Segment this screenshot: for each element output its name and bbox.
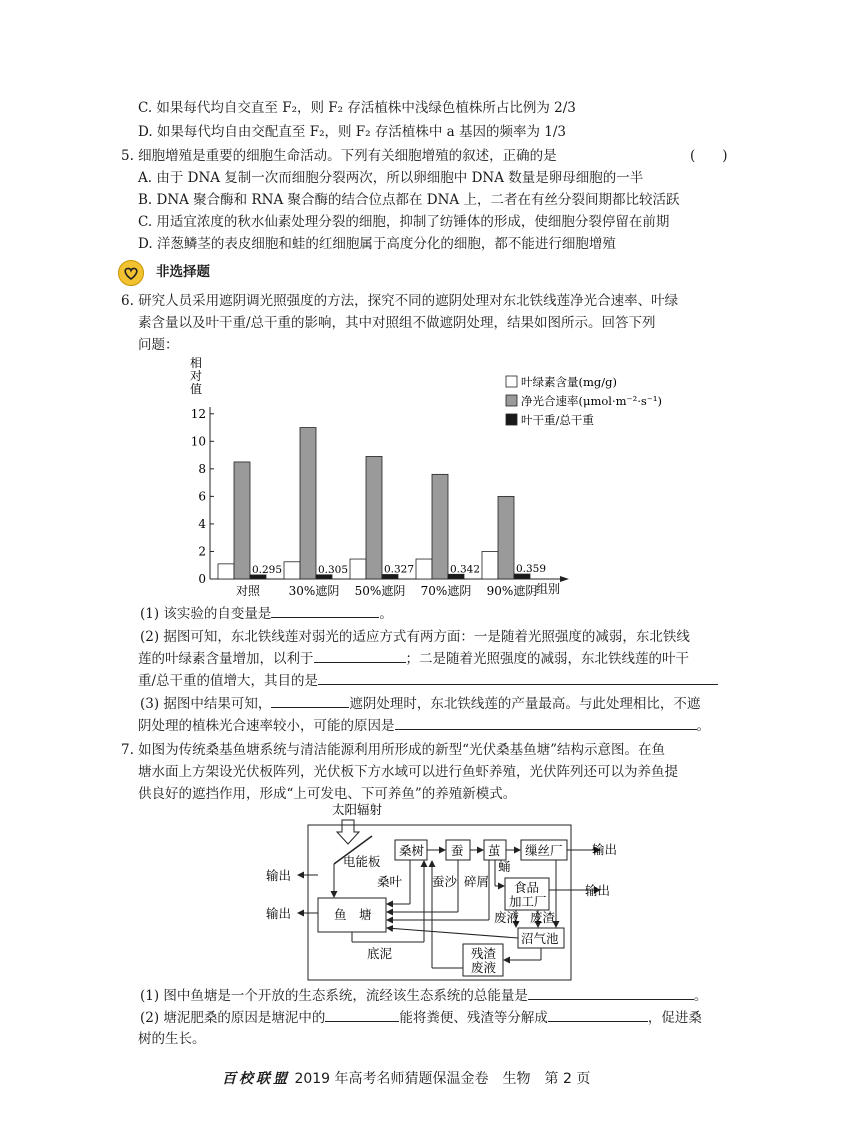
x-tick-label: 对照 xyxy=(235,584,261,598)
x-tick-label: 30%遮阴 xyxy=(288,584,340,598)
answer-blank[interactable] xyxy=(548,1007,648,1022)
cocoon-label: 茧 xyxy=(488,843,501,858)
q6-sub3-text-b: 遮阴处理时，东北铁线莲的产量最高。与此处理相比，不遮 xyxy=(349,696,701,712)
bar-data-label: 0.327 xyxy=(383,563,415,576)
q5-option-b: B. DNA 聚合酶和 RNA 聚合酶的结合位点都在 DNA 上，二者在有丝分裂间期都比较活跃 xyxy=(138,192,680,208)
q6-sub3-line1 xyxy=(140,693,700,714)
bar-data-label: 0.359 xyxy=(515,563,547,576)
y-tick-label: 6 xyxy=(198,489,206,504)
food-factory-label-2: 加工厂 xyxy=(509,894,547,909)
bar xyxy=(366,456,382,579)
legend-swatch xyxy=(506,414,517,425)
bar xyxy=(284,562,300,579)
q6-sub1-text: (1) 该实验的自变量是 xyxy=(140,606,272,622)
q6-sub2-line2 xyxy=(138,648,689,669)
answer-blank[interactable] xyxy=(314,648,406,663)
y-tick-label: 12 xyxy=(190,406,206,421)
bar xyxy=(498,496,514,579)
x-tick-label: 70%遮阴 xyxy=(420,584,472,598)
sun-label: 太阳辐射 xyxy=(332,802,383,817)
waste-liquid-label: 废液 xyxy=(494,910,520,925)
legend-swatch xyxy=(506,395,517,406)
answer-blank[interactable] xyxy=(318,670,718,685)
q7-sub1-text: (1) 图中鱼塘是一个开放的生态系统，流经该生态系统的总能量是 xyxy=(140,988,528,1004)
y-tick-label: 4 xyxy=(198,516,206,531)
bar xyxy=(218,564,234,579)
chart-ylabel-char: 值 xyxy=(190,382,203,396)
q6-sub3-text-c: 阴处理的植株光合速率较小，可能的原因是 xyxy=(138,718,395,734)
y-tick-label: 10 xyxy=(190,434,206,449)
answer-blank[interactable] xyxy=(395,715,697,730)
mud-label: 底泥 xyxy=(367,946,393,961)
heart-icon xyxy=(118,260,144,286)
q7-sub2-text-c: ，促进桑 xyxy=(647,1010,702,1026)
answer-blank[interactable] xyxy=(325,1007,399,1022)
q6-sub3-text-a: (3) 据图中结果可知， xyxy=(140,696,272,712)
chart-ylabel-char: 对 xyxy=(190,369,203,383)
waste-residue-label: 废渣 xyxy=(530,910,556,925)
x-tick-label: 90%遮阴 xyxy=(486,584,538,598)
bar xyxy=(300,428,316,579)
y-tick-label: 0 xyxy=(198,572,206,586)
q4-option-d: D. 如果每代均自由交配直至 F₂，则 F₂ 存活植株中 a 基因的频率为 1/3 xyxy=(138,124,567,140)
biogas-label: 沼气池 xyxy=(521,931,559,946)
q6-stem-line1: 6. 研究人员采用遮阴调光照强度的方法，探究不同的遮阴处理对东北铁线莲净光合速率、叶绿 xyxy=(121,293,679,309)
mulberry-label: 桑树 xyxy=(399,843,425,858)
page-footer xyxy=(222,1069,590,1089)
q5-option-d: D. 洋葱鳞茎的表皮细胞和蛙的红细胞属于高度分化的细胞，都不能进行细胞增殖 xyxy=(138,236,616,252)
section-title: 非选择题 xyxy=(156,264,210,280)
y-tick-label: 8 xyxy=(198,461,206,476)
pupa-label: 蛹 xyxy=(498,859,511,874)
q6-sub3-end: 。 xyxy=(696,718,710,734)
q5-answer-paren: ( ) xyxy=(690,148,728,164)
q6-sub2-text-b: ；二是随着光照强度的减弱，东北铁线莲的叶干 xyxy=(405,651,689,667)
bar-data-label: 0.295 xyxy=(251,563,283,576)
bar xyxy=(416,559,432,579)
q7-sub2-text-a: (2) 塘泥肥桑的原因是塘泥中的 xyxy=(140,1010,326,1026)
q7-sub1-end: 。 xyxy=(693,988,708,1004)
q7-sub2-line2: 树的生长。 xyxy=(138,1031,206,1047)
bar-data-label: 0.342 xyxy=(449,563,481,576)
q7-sub2-line1 xyxy=(140,1007,702,1028)
fishpond-label: 鱼 塘 xyxy=(334,907,372,922)
bar-data-label: 0.305 xyxy=(317,563,349,576)
output-label-3: 输出 xyxy=(266,868,292,883)
q7-sub2-text-b: 能将粪便、残渣等分解成 xyxy=(399,1010,548,1026)
output-label-4: 输出 xyxy=(266,906,292,921)
footer-brand-logo: 百校联盟 xyxy=(222,1071,290,1087)
y-tick-label: 2 xyxy=(198,544,206,559)
scraps-label: 碎屑 xyxy=(464,874,490,889)
legend-label: 叶干重/总干重 xyxy=(521,413,594,427)
answer-blank[interactable] xyxy=(271,603,379,618)
panel-label: 电能板 xyxy=(343,854,381,869)
q6-sub2-text-a: 莲的叶绿素含量增加，以利于 xyxy=(138,651,314,667)
bar xyxy=(350,559,366,579)
bar xyxy=(432,474,448,579)
q6-sub2-line1: (2) 据图可知，东北铁线莲对弱光的适应方式有两方面：一是随着光照强度的减弱，东北铁线 xyxy=(140,629,690,645)
q7-stem-line3: 供良好的遮挡作用，形成“上可发电、下可养鱼”的养殖新模式。 xyxy=(138,786,517,802)
x-axis-arrow xyxy=(560,576,569,582)
answer-blank[interactable] xyxy=(528,985,694,1000)
answer-blank[interactable] xyxy=(271,693,349,708)
q5-option-a: A. 由于 DNA 复制一次而细胞分裂两次，所以卵细胞中 DNA 数量是卵母细胞的一半 xyxy=(138,170,644,186)
residue-label-2: 废液 xyxy=(471,960,497,975)
bar xyxy=(234,462,250,579)
x-tick-label: 50%遮阴 xyxy=(354,584,406,598)
chart-xlabel: 组别 xyxy=(536,582,561,596)
q6-sub1 xyxy=(140,603,393,624)
q7-sub1 xyxy=(140,985,707,1006)
q4-option-c: C. 如果每代均自交直至 F₂，则 F₂ 存活植株中浅绿色植株所占比例为 2/3 xyxy=(138,100,576,116)
q6-sub3-line2 xyxy=(138,715,710,736)
leaf-label: 桑叶 xyxy=(377,874,403,889)
q6-sub1-end: 。 xyxy=(379,606,393,622)
legend-label: 净光合速率(μmol·m⁻²·s⁻¹) xyxy=(521,394,662,408)
ecosystem-diagram xyxy=(260,800,640,985)
silk-factory-label: 缫丝厂 xyxy=(525,843,563,858)
q5-stem: 5. 细胞增殖是重要的细胞生命活动。下列有关细胞增殖的叙述，正确的是 xyxy=(121,148,557,164)
legend-label: 叶绿素含量(mg/g) xyxy=(521,375,617,389)
sunlight-arrow-icon xyxy=(337,820,359,844)
chart-ylabel-char: 相 xyxy=(190,356,203,370)
food-factory-label-1: 食品 xyxy=(514,880,540,895)
q7-stem-line2: 塘水面上方架设光伏板阵列，光伏板下方水域可以进行鱼虾养殖，光伏阵列还可以为养鱼提 xyxy=(138,764,678,780)
bar-chart xyxy=(180,352,720,602)
output-label-2: 输出 xyxy=(585,883,611,898)
residue-label-1: 残渣 xyxy=(471,946,497,961)
q5-option-c: C. 用适宜浓度的秋水仙素处理分裂的细胞，抑制了纺锤体的形成，使细胞分裂停留在前期 xyxy=(138,214,670,230)
q6-stem-line3: 问题： xyxy=(138,337,179,353)
output-label-1: 输出 xyxy=(592,842,618,857)
q6-sub2-line3 xyxy=(138,670,718,691)
q7-stem-line1: 7. 如图为传统桑基鱼塘系统与清洁能源利用所形成的新型“光伏桑基鱼塘”结构示意图。在鱼 xyxy=(121,742,665,758)
feces-label: 蚕沙 xyxy=(432,874,458,889)
q6-stem-line2: 素含量以及叶干重/总干重的影响，其中对照组不做遮阴处理，结果如图所示。回答下列 xyxy=(138,315,656,331)
chart-ylabel xyxy=(190,355,202,396)
q6-sub2-text-c: 重/总干重的值增大，其目的是 xyxy=(138,673,319,689)
legend-swatch xyxy=(506,376,517,387)
silkworm-label: 蚕 xyxy=(451,843,464,858)
bar xyxy=(482,551,498,579)
footer-text: 2019 年高考名师猜题保温金卷 生物 第 2 页 xyxy=(294,1071,591,1087)
